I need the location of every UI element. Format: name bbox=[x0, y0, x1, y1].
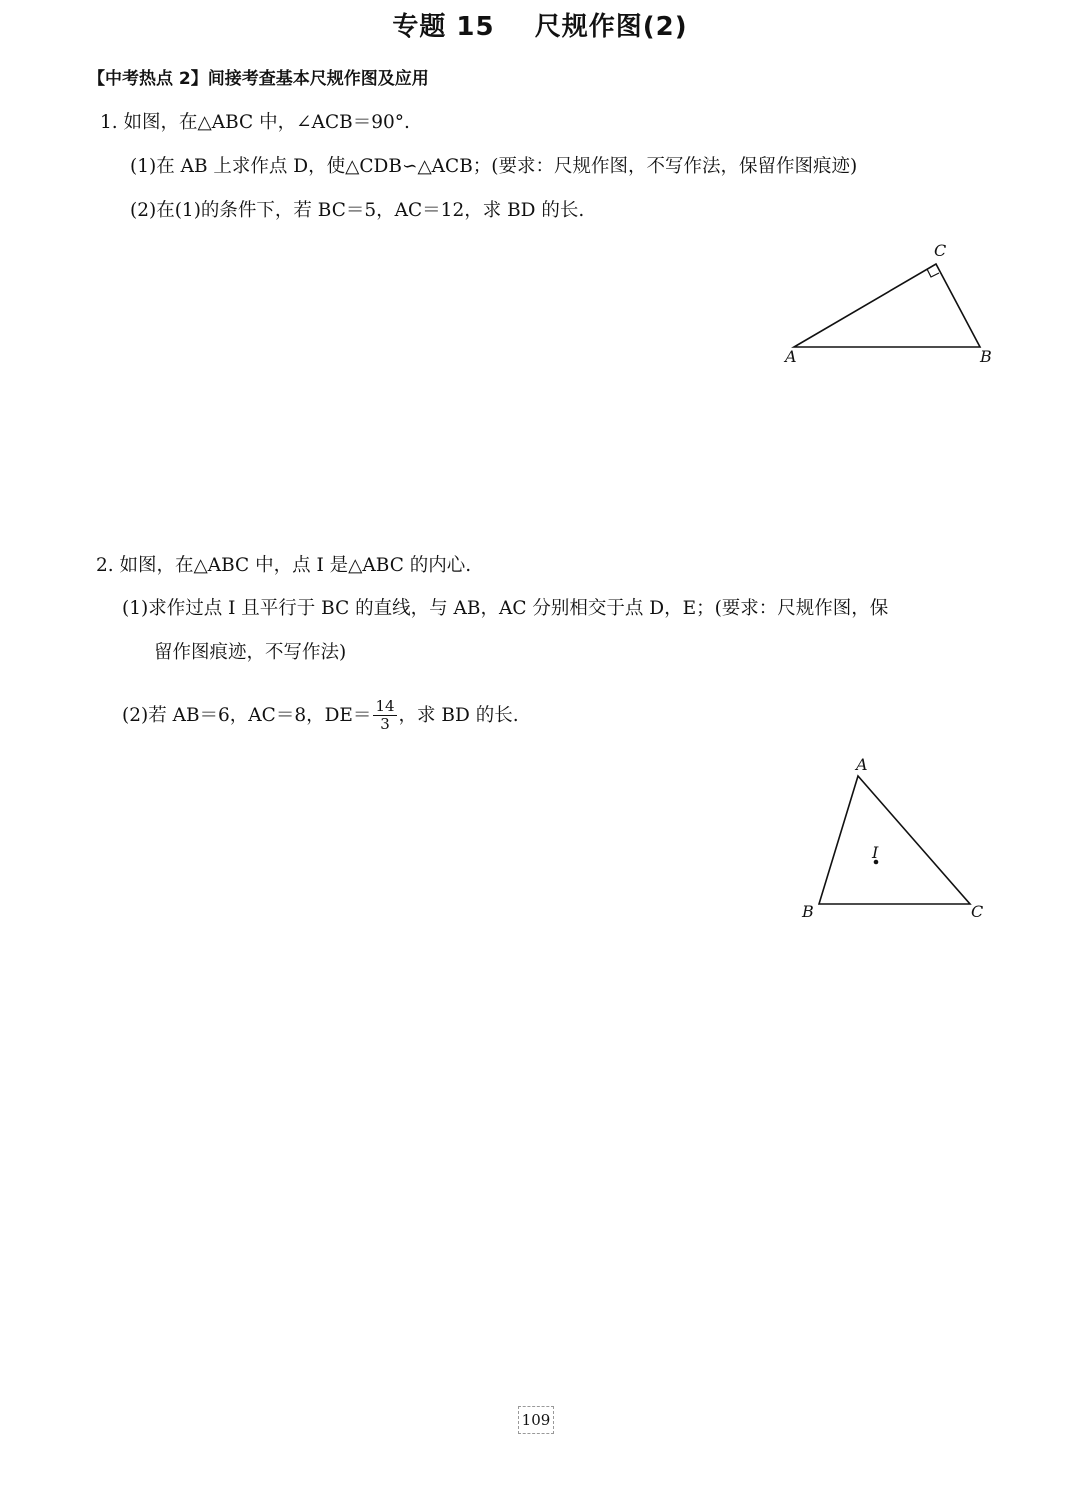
fraction-numerator: 14 bbox=[375, 697, 395, 715]
page-title: 专题 15 尺规作图(2) bbox=[392, 12, 688, 42]
triangle-abc-1 bbox=[794, 264, 980, 347]
problem-2-part-2 bbox=[122, 698, 519, 734]
triangle-abc-2 bbox=[819, 776, 970, 904]
vertex-b-label: B bbox=[980, 347, 992, 366]
vertex-c-label-2: C bbox=[971, 902, 984, 921]
vertex-a-label-2: A bbox=[856, 755, 868, 774]
problem-1-part-1: (1)在 AB 上求作点 D，使△CDB∽△ACB；(要求：尺规作图，不写作法，保留作图痕迹) bbox=[130, 156, 858, 177]
problem-2-stem: 2. 如图，在△ABC 中，点 I 是△ABC 的内心. bbox=[96, 555, 472, 576]
problem-1-stem: 1. 如图，在△ABC 中，∠ACB＝90°. bbox=[100, 112, 410, 133]
section-heading: 【中考热点 2】间接考查基本尺规作图及应用 bbox=[88, 69, 429, 89]
fraction-14-over-3 bbox=[373, 698, 396, 734]
page-number: 109 bbox=[518, 1406, 554, 1434]
problem-2-part-1-line-1: (1)求作过点 I 且平行于 BC 的直线，与 AB，AC 分别相交于点 D，E；(要求：尺规作图，保 bbox=[122, 598, 889, 619]
problem-2-part-2-suffix: ，求 BD 的长. bbox=[398, 704, 519, 726]
vertex-b-label-2: B bbox=[802, 902, 814, 921]
figure-2-triangle-incenter bbox=[790, 752, 1000, 927]
problem-1-part-2: (2)在(1)的条件下，若 BC＝5，AC＝12，求 BD 的长. bbox=[130, 200, 585, 221]
fraction-denominator: 3 bbox=[380, 715, 390, 734]
problem-2-part-1-line-2: 留作图痕迹，不写作法) bbox=[154, 642, 347, 663]
vertex-c-label: C bbox=[934, 241, 947, 260]
incenter-label: I bbox=[872, 843, 879, 862]
vertex-a-label: A bbox=[785, 347, 797, 366]
problem-2-part-2-prefix: (2)若 AB＝6，AC＝8，DE＝ bbox=[122, 704, 372, 726]
right-angle-mark bbox=[927, 269, 939, 277]
figure-1-right-triangle bbox=[770, 232, 1010, 372]
